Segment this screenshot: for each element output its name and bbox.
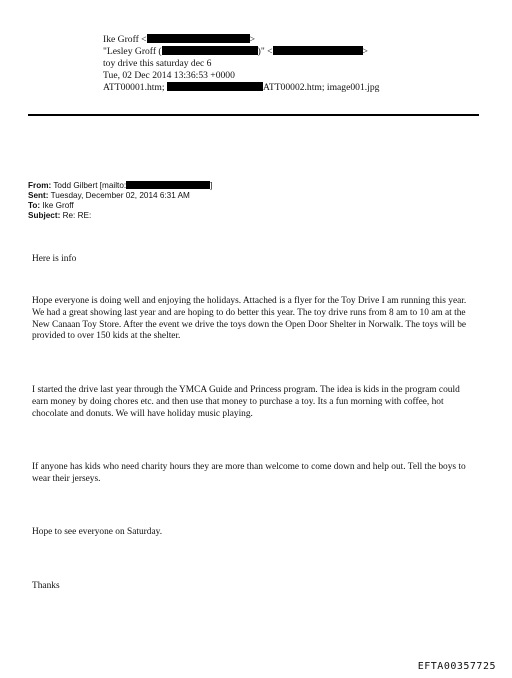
forwarded-from-row: From: Todd Gilbert [mailto: ] — [28, 181, 213, 190]
forwarded-from-label: From: — [28, 181, 52, 190]
redaction-block — [126, 181, 210, 189]
forwarded-to-row — [28, 201, 74, 211]
redaction-block — [167, 82, 263, 91]
attachments-value: ATT00001.htm; ATT00002.htm; image001.jpg — [103, 82, 380, 93]
body-paragraph: Hope to see everyone on Saturday. — [32, 527, 163, 537]
subject-value: toy drive this saturday dec 6 — [103, 58, 212, 69]
forwarded-sent-label: Sent: — [28, 191, 49, 200]
forwarded-to-label: To: — [28, 201, 41, 210]
header-divider — [28, 114, 479, 116]
forwarded-sent-value: Tuesday, December 02, 2014 6:31 AM — [50, 191, 190, 200]
forwarded-sent-row — [28, 191, 190, 201]
forwarded-subject-row — [28, 211, 91, 221]
body-paragraph: Hope everyone is doing well and enjoying the holidays. Attached is a flyer for the Toy Drive I am running this year. We had a great showing last year and are hoping to do better this year. The toy drive runs from 8 am to 10 am at the New Canaan Toy Store. After the event we drive the toys down the Open Door Shelter in Norwalk. The toys will be provided to over 150 kids at the shelter. — [32, 296, 467, 342]
body-paragraph: I started the drive last year through the YMCA Guide and Princess program. The idea is kids in the program could earn money by doing chores etc. and then use that money to purchase a toy. Its a fun morning with coffee, hot chocolate and donuts. We will have holiday music playing. — [32, 385, 460, 419]
document-id: EFTA00357725 — [417, 661, 496, 672]
redaction-block — [147, 34, 250, 43]
date-value: Tue, 02 Dec 2014 13:36:53 +0000 — [103, 70, 235, 81]
body-paragraph: Thanks — [32, 581, 60, 591]
to-value: "Lesley Groff ( )" < > — [103, 46, 368, 57]
forwarded-subject-label: Subject: — [28, 211, 61, 220]
body-paragraph: If anyone has kids who need charity hours they are more than welcome to come down and help out. Tell the boys to wear their jerseys. — [32, 462, 466, 484]
redaction-block — [273, 46, 363, 55]
body-paragraph: Here is info — [32, 254, 77, 264]
redaction-block — [162, 46, 258, 55]
forwarded-to-value: Ike Groff — [42, 201, 74, 210]
forwarded-subject-value: Re: RE: — [62, 211, 92, 220]
from-value: Ike Groff < > — [103, 34, 256, 45]
